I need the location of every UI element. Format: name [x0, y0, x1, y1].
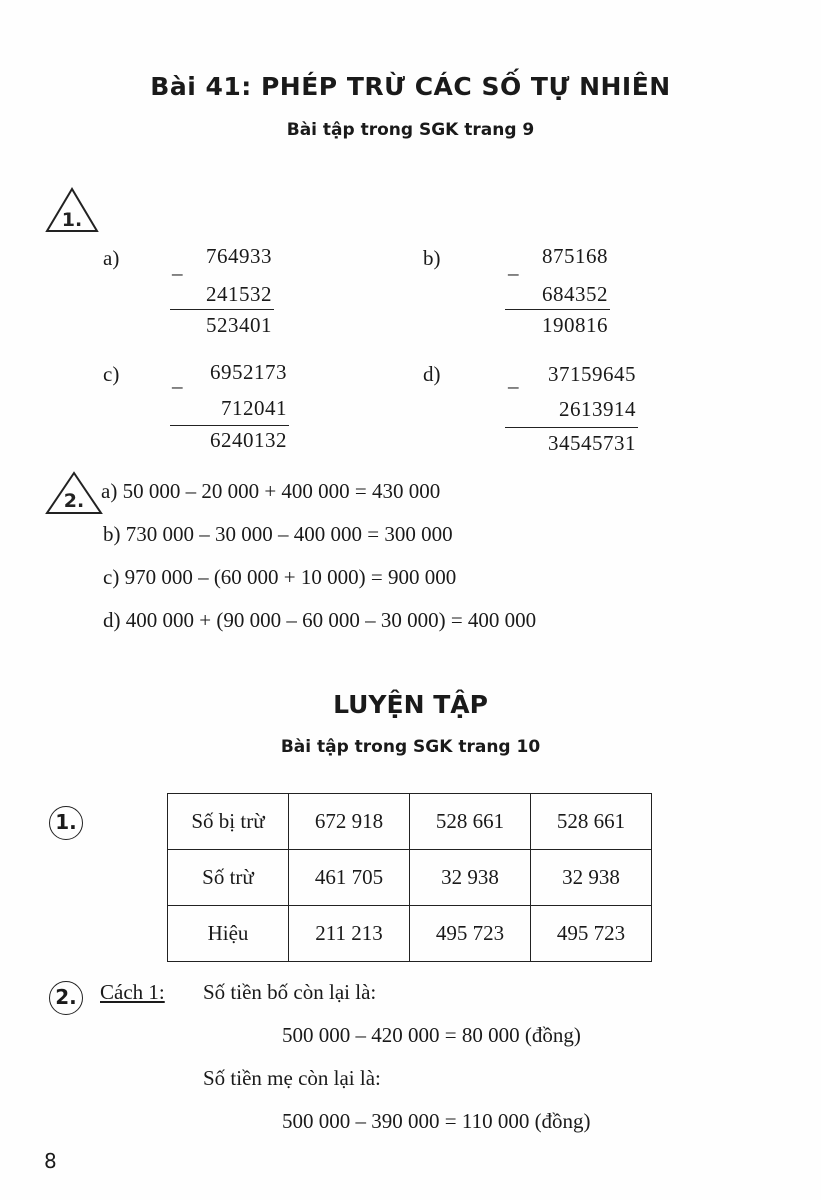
problem-c-minuend: 6952173: [210, 360, 287, 384]
minus-sign: _: [172, 367, 183, 391]
table-cell: 528 661: [410, 794, 531, 850]
table-cell: 32 938: [410, 850, 531, 906]
practice-2-number: 2.: [49, 981, 83, 1015]
problem-b-label: b): [423, 246, 441, 270]
table-cell: 211 213: [289, 906, 410, 962]
problem-c-rule: [170, 425, 289, 426]
problem-d-minuend: 37159645: [548, 362, 636, 386]
exercise-2-triangle-icon: [44, 470, 104, 516]
exercise-1-triangle-icon: [44, 186, 100, 234]
practice-2-line-2: 500 000 – 420 000 = 80 000 (đồng): [282, 1023, 581, 1047]
problem-c-label: c): [103, 362, 120, 386]
page-subtitle: Bài tập trong SGK trang 9: [286, 120, 535, 140]
exercise-1-number: 1.: [61, 209, 83, 231]
exercise-2-number: 2.: [63, 490, 85, 512]
practice-2-line-3: Số tiền mẹ còn lại là:: [203, 1066, 381, 1090]
row-header: Số bị trừ: [168, 794, 289, 850]
exercise-2-line-c: c) 970 000 – (60 000 + 10 000) = 900 000: [103, 565, 457, 589]
problem-b-subtrahend: 684352: [542, 282, 608, 306]
minus-sign: _: [172, 254, 183, 278]
problem-a-label: a): [103, 246, 120, 270]
values-table: [167, 793, 652, 962]
problem-b-minuend: 875168: [542, 244, 608, 268]
problem-b-difference: 190816: [542, 313, 608, 337]
exercise-2-line-b: b) 730 000 – 30 000 – 400 000 = 300 000: [103, 522, 453, 546]
table-cell: 528 661: [531, 794, 652, 850]
problem-a-rule: [170, 309, 274, 310]
page-number: 8: [44, 1149, 57, 1173]
practice-2-line-1: Số tiền bố còn lại là:: [203, 980, 377, 1004]
problem-a-subtrahend: 241532: [206, 282, 272, 306]
row-header: Số trừ: [168, 850, 289, 906]
practice-1-number: 1.: [49, 806, 83, 840]
problem-b-rule: [505, 309, 610, 310]
problem-d-difference: 34545731: [548, 431, 636, 455]
table-cell: 495 723: [531, 906, 652, 962]
problem-d-label: d): [423, 362, 441, 386]
table-cell: 495 723: [410, 906, 531, 962]
table-row: [168, 906, 652, 962]
section-subtitle: Bài tập trong SGK trang 10: [280, 737, 541, 757]
problem-d-rule: [505, 427, 638, 428]
page-title: Bài 41: PHÉP TRỪ CÁC SỐ TỰ NHIÊN: [150, 72, 671, 101]
problem-c-subtrahend: 712041: [221, 396, 287, 420]
problem-c-difference: 6240132: [210, 428, 287, 452]
practice-2-line-4: 500 000 – 390 000 = 110 000 (đồng): [282, 1109, 591, 1133]
minus-sign: _: [508, 367, 519, 391]
table-cell: 672 918: [289, 794, 410, 850]
exercise-2-line-a: a) 50 000 – 20 000 + 400 000 = 430 000: [101, 479, 441, 503]
exercise-2-line-d: d) 400 000 + (90 000 – 60 000 – 30 000) = 400 000: [103, 608, 537, 632]
table-cell: 461 705: [289, 850, 410, 906]
problem-a-difference: 523401: [206, 313, 272, 337]
table-cell: 32 938: [531, 850, 652, 906]
table-row: [168, 850, 652, 906]
problem-d-subtrahend: 2613914: [559, 397, 636, 421]
problem-a-minuend: 764933: [206, 244, 272, 268]
method-label: Cách 1:: [100, 980, 165, 1004]
row-header: Hiệu: [168, 906, 289, 962]
minus-sign: _: [508, 254, 519, 278]
section-title: LUYỆN TẬP: [333, 690, 488, 719]
table-row: [168, 794, 652, 850]
